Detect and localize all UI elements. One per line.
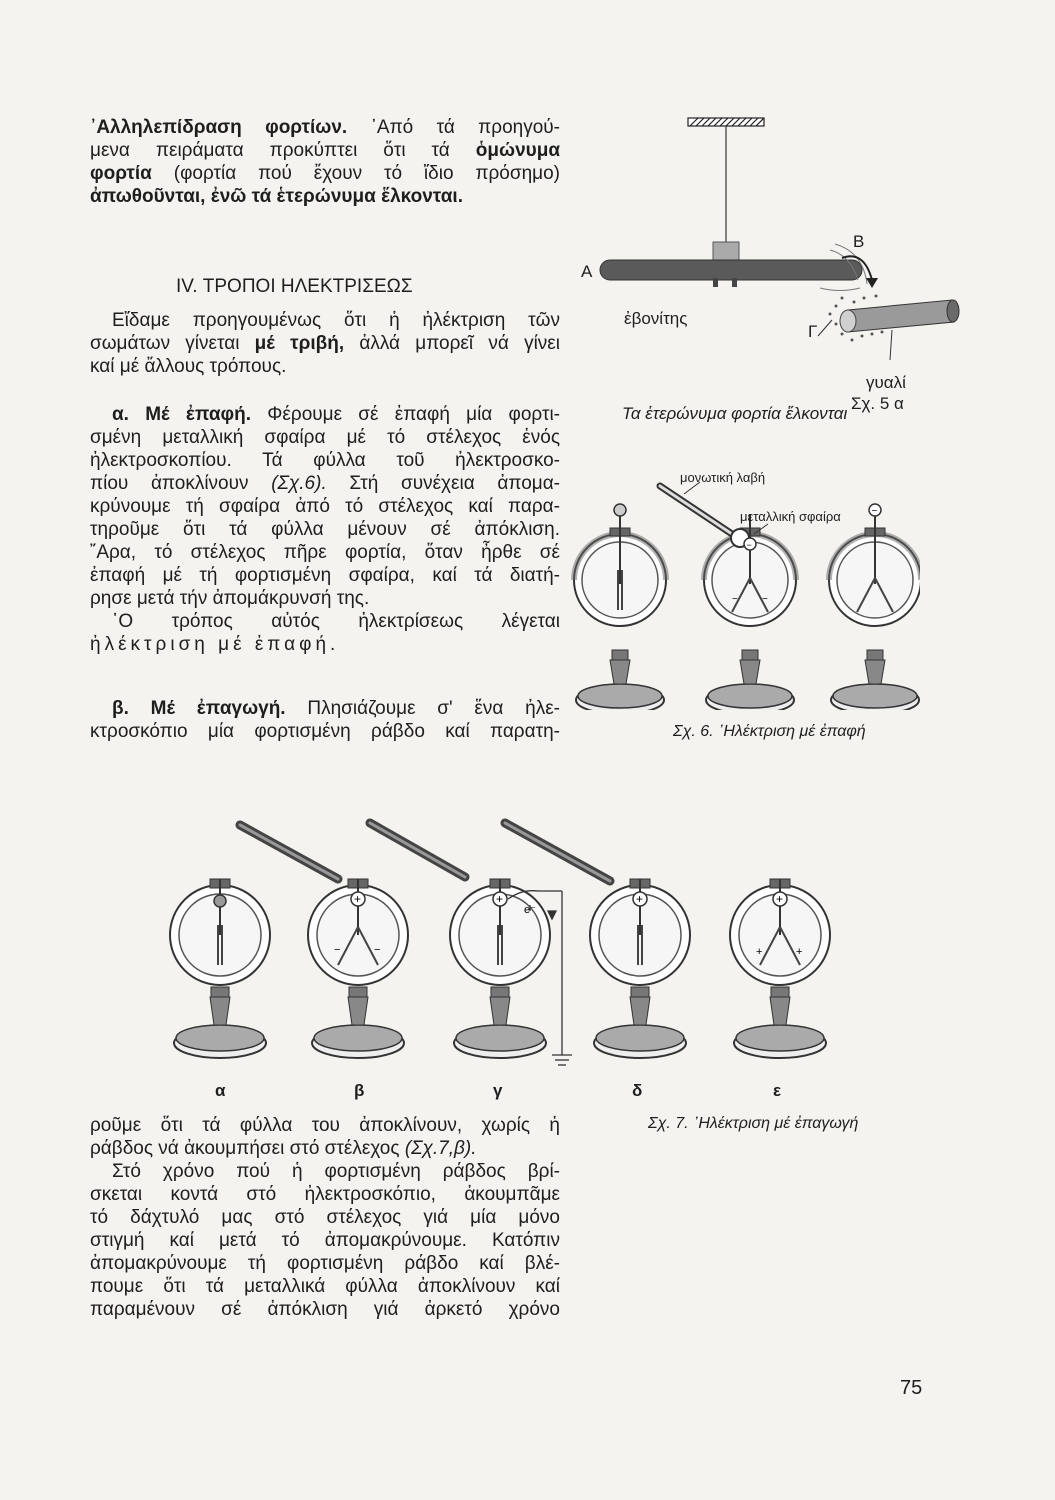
ebonite-rod (600, 260, 862, 280)
subsection-title: α. Μέ ἐπαφή. (112, 404, 252, 425)
svg-text:+: + (756, 946, 763, 958)
label-G: Γ (808, 322, 818, 341)
svg-text:+: + (636, 892, 644, 906)
emphasized-term: ἠλέκτριση μέ ἐπαφή. (90, 634, 340, 655)
svg-text:−: − (732, 594, 738, 605)
induction-paragraph-continued: ροῦμε ὅτι τά φύλλα του ἀποκλίνουν, χωρίς ἡ ράβδος νά ἀκουμπήσει στό στέλεχος (Σχ.7,β). Στό χρόνο πού ἡ φορτισμένη ράβδος βρί- σκεται κοντά στό ἠλεκτροσκόπιο, ἀκουμπᾶμε τό δάχτυλό μας στό στέλεχος γιά μία μόνο στιγμή καί μετά τό ἀπομακρύνουμε. Κατόπιν ἀπομακρύνουμε τή φορτισμένη ράβδο καί βλέ- πουμε ὅτι τά μεταλλικά φύλλα ἀποκλίνουν καί παραμένουν σέ ἀπόκλιση γιά ἀρκετό χρόνο (90, 1115, 560, 1320)
svg-text:+: + (354, 892, 362, 906)
svg-text:+: + (776, 892, 784, 906)
figure-6-diagram (560, 470, 920, 710)
svg-text:−: − (746, 540, 752, 550)
svg-text:−: − (374, 944, 381, 956)
paragraph-line: ᾿Αλληλεπίδραση φορτίων. ᾿Από τά προηγού- (90, 117, 561, 138)
label-A: Α (581, 262, 593, 281)
electroscope-charged (829, 504, 920, 710)
figure-7-diagram (160, 815, 980, 1085)
handle-label: μονωτική λαβή (680, 470, 766, 485)
electroscope-a (170, 879, 270, 1058)
charged-rods (240, 823, 610, 881)
section-heading: IV. ΤΡΟΠΟΙ ΗΛΕΚΤΡΙΣΕΩΣ (176, 276, 413, 297)
sphere-label: μεταλλική σφαίρα (740, 509, 841, 524)
contact-paragraph: α. Μέ ἐπαφή. Φέρουμε σέ ἐπαφή μία φορτι- σμένη μεταλλική σφαίρα μέ τό στέλεχος ἑνός ἠλεκτροσκοπίου. Τά φύλλα τοῦ ἠλεκτροσκο- πίου ἀποκλίνουν (Σχ.6). Στή συνέχεια ἀπομα- κρύνουμε τή σφαίρα ἀπό τό στέλεχος καί παρα- τηροῦμε ὅτι τά φύλλα μένουν σέ ἀπόκλιση. ῎Αρα, τό στέλεχος πῆρε φορτία, ὅταν ἦρθε σέ ἐπαφή μέ τή φορτισμένη σφαίρα, καί τά διατή- ρησε μετά τήν ἀπομάκρυνσή της. ῾Ο τρόπος αὐτός ἠλεκτρίσεως λέγεται ἠλέκτριση μέ ἐπαφή. (90, 404, 561, 655)
fig7-label-c: γ (493, 1081, 503, 1100)
svg-text:+: + (496, 892, 504, 906)
svg-text:−: − (334, 944, 341, 956)
svg-text:+: + (796, 946, 803, 958)
label-B: Β (853, 232, 865, 251)
figure-reference: (Σχ.6). (271, 473, 327, 494)
fig7-label-b: β (354, 1081, 365, 1100)
page-number: 75 (900, 1377, 923, 1399)
ebonite-label: ἐβονίτης (624, 309, 688, 328)
figure-5-caption: Τα ἑτερώνυμα φορτία ἕλκονται (622, 404, 848, 423)
figure-reference: (Σχ.7,β). (404, 1138, 477, 1159)
fig7-label-e: ε (773, 1081, 782, 1100)
subsection-title: β. Μέ ἐπαγωγή. (112, 698, 286, 719)
svg-text:−: − (871, 506, 878, 517)
fig7-label-d: δ (632, 1081, 643, 1100)
section-charge-interaction: ᾿Αλληλεπίδραση φορτίων. ᾿Από τά προηγού- μενα πειράματα προκύπτει ὅτι τά ὁμώνυμα φορτία (φορτία πού ἔχουν τό ἴδιο πρόσημο) ἀπωθοῦνται, ἐνῶ τά ἑτερώνυμα ἕλκονται. (90, 117, 561, 207)
electroscope-neutral (574, 504, 666, 710)
section-intro-paragraph: Εἴδαμε προηγουμένως ὅτι ἡ ἠλέκτριση τῶν σωμάτων γίνεται μέ τριβή, ἀλλά μπορεῖ νά γίνει καί μέ ἄλλους τρόπους. (90, 310, 560, 377)
electroscope-b (308, 879, 408, 1058)
figure-5-number: Σχ. 5 α (851, 394, 904, 413)
electroscope-d (590, 879, 690, 1058)
fig7-label-a: α (215, 1081, 226, 1100)
glass-rod (840, 300, 959, 332)
section-title: ᾿Αλληλεπίδραση φορτίων. (90, 117, 348, 138)
stirrup (713, 242, 739, 260)
figure-7-caption: Σχ. 7. ᾿Ηλέκτριση μέ ἐπαγωγή (648, 1115, 859, 1132)
figure-6-caption: Σχ. 6. ᾿Ηλέκτριση μέ ἐπαφή (673, 723, 866, 740)
induction-paragraph-start: β. Μέ ἐπαγωγή. Πλησιάζουμε σ' ἕνα ἠλε- κτροσκόπιο μία φορτισμένη ράβδο καί παρατη- (90, 698, 560, 742)
figure-5-diagram (580, 110, 980, 440)
glass-label: γυαλί (866, 373, 906, 392)
svg-text:−: − (762, 594, 768, 605)
electron-label: e⁻ (524, 904, 536, 916)
electroscope-e (730, 879, 830, 1058)
